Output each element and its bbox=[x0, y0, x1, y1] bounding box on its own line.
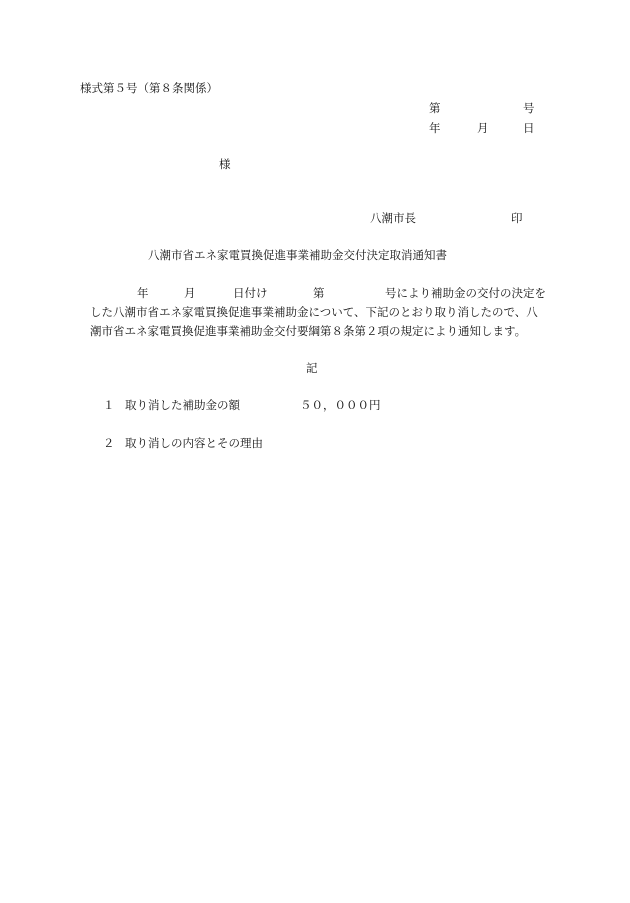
document-number-prefix: 第 bbox=[429, 101, 441, 115]
recipient-honorific: 様 bbox=[219, 157, 231, 171]
item-1-number: １ bbox=[103, 398, 115, 412]
issuer-seal: 印 bbox=[511, 211, 523, 225]
body-number-prefix: 第 bbox=[313, 286, 325, 300]
document-number-suffix: 号 bbox=[523, 101, 535, 115]
item-1-label: 取り消した補助金の額 bbox=[125, 398, 240, 412]
body-line2: した八潮市省エネ家電買換促進事業補助金について、下記のとおり取り消したので、八 bbox=[90, 305, 538, 319]
date-month: 月 bbox=[477, 121, 489, 135]
item-2-label: 取り消しの内容とその理由 bbox=[125, 436, 263, 450]
body-year: 年 bbox=[137, 286, 149, 300]
item-2-number: ２ bbox=[103, 436, 115, 450]
form-number: 様式第５号（第８条関係） bbox=[80, 81, 218, 95]
body-month: 月 bbox=[184, 286, 196, 300]
document-title: 八潮市省エネ家電買換促進事業補助金交付決定取消通知書 bbox=[148, 248, 447, 262]
ki-heading: 記 bbox=[306, 361, 318, 375]
date-year: 年 bbox=[429, 121, 441, 135]
body-line1-tail: 号により補助金の交付の決定を bbox=[385, 286, 546, 300]
body-line3: 潮市省エネ家電買換促進事業補助金交付要綱第８条第２項の規定により通知します。 bbox=[90, 324, 527, 338]
issuer-name: 八潮市長 bbox=[370, 211, 416, 225]
date-day: 日 bbox=[523, 121, 535, 135]
body-day-attached: 日付け bbox=[233, 286, 268, 300]
item-1-value: ５０，０００円 bbox=[300, 398, 381, 412]
